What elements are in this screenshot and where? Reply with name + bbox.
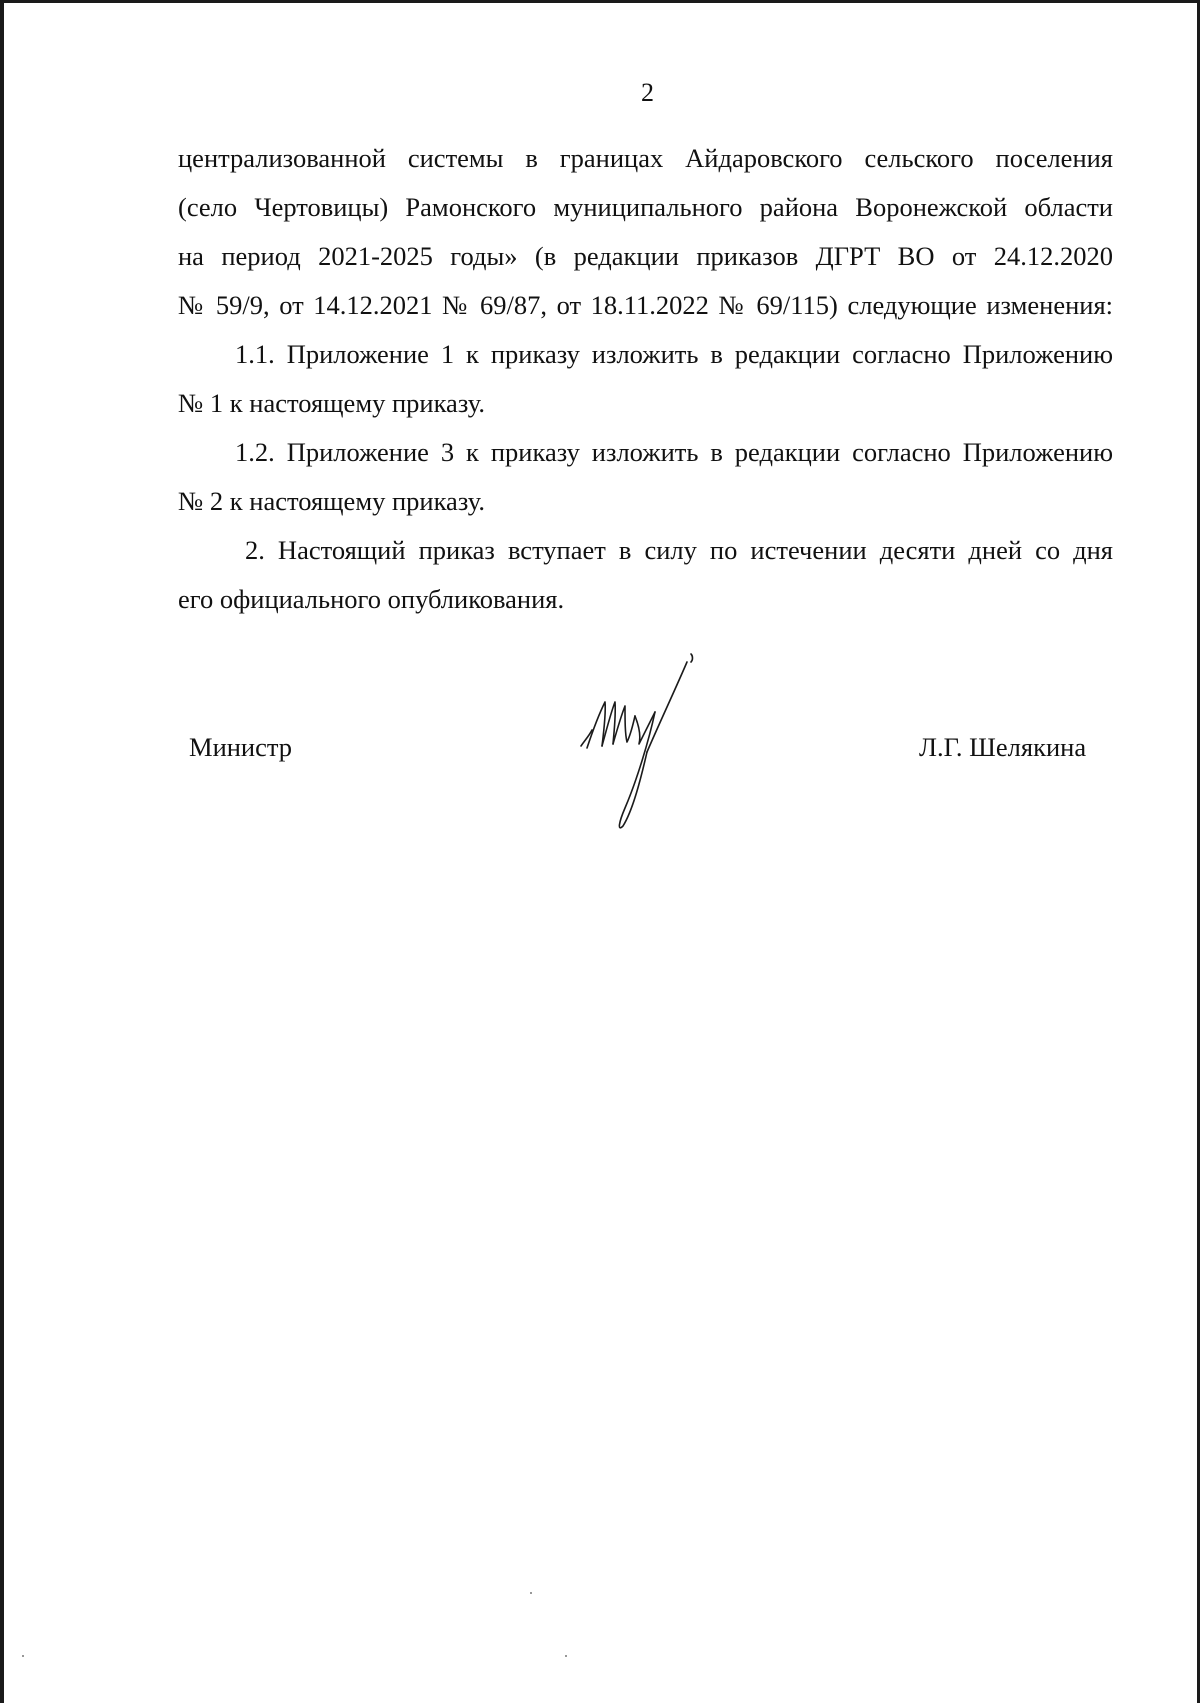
scan-speck <box>565 1655 567 1657</box>
signatory-name: Л.Г. Шелякина <box>919 732 1087 762</box>
paragraph-item-1-2 <box>178 428 1113 526</box>
paragraph-item-2 <box>178 526 1113 624</box>
text-line: его официального опубликования. <box>178 584 565 614</box>
signatory-title: Министр <box>189 732 293 762</box>
text-line: 2. Настоящий приказ вступает в силу по истечении десяти дней со дня <box>245 535 1113 565</box>
text-line: № 1 к настоящему приказу. <box>178 388 485 418</box>
scan-speck <box>530 1592 532 1594</box>
text-line: на период 2021-2025 годы» (в редакции приказов ДГРТ ВО от 24.12.2020 <box>178 241 1113 271</box>
scan-border-top <box>0 0 1200 3</box>
handwritten-signature <box>575 650 725 850</box>
scan-border-left <box>0 0 4 1703</box>
text-line: (село Чертовицы) Рамонского муниципального района Воронежской области <box>178 192 1113 222</box>
text-line: № 2 к настоящему приказу. <box>178 486 485 516</box>
text-line: 1.2. Приложение 3 к приказу изложить в редакции согласно Приложению <box>235 437 1113 467</box>
paragraph-continuation <box>178 134 1113 330</box>
page-number: 2 <box>641 78 654 107</box>
text-line: централизованной системы в границах Айдаровского сельского поселения <box>178 143 1113 173</box>
text-line: № 59/9, от 14.12.2021 № 69/87, от 18.11.2022 № 69/115) следующие изменения: <box>178 290 1113 320</box>
signature-block <box>0 720 1200 850</box>
document-body <box>178 134 1113 624</box>
paragraph-item-1-1 <box>178 330 1113 428</box>
scan-speck <box>22 1655 24 1657</box>
text-line: 1.1. Приложение 1 к приказу изложить в редакции согласно Приложению <box>235 339 1113 369</box>
